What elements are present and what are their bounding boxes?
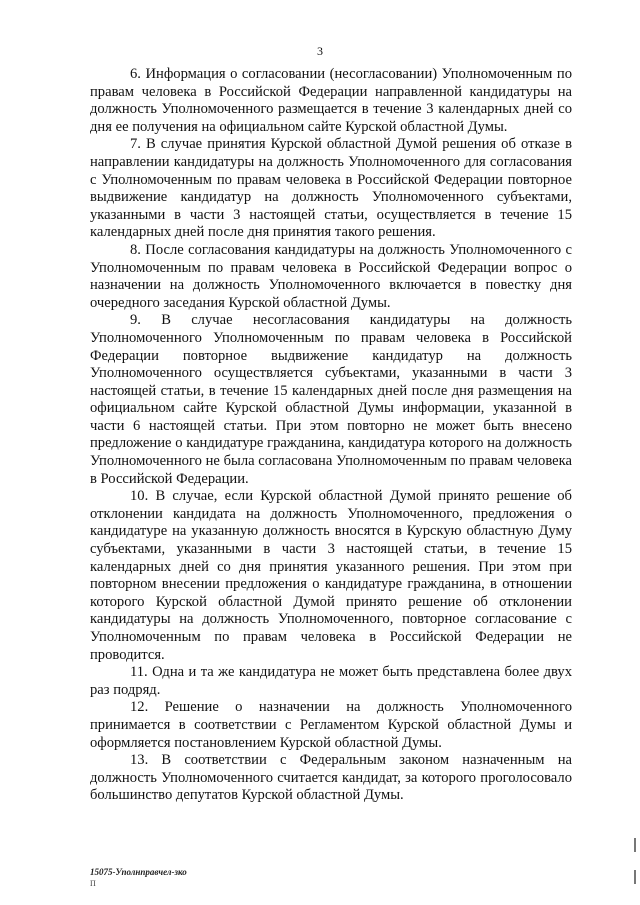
paragraph-9: 9. В случае несогласования кандидатуры на должность Уполномоченного Уполномоченным по правам человека в Российской Федерации повторное выдвижение кандидатур на должность Уполномоченного осуществляется субъектами, указанными в части 3 настоящей статьи, в течение 15 календарных дней после дня размещения на официальном сайте Курской областной Думы информации, указанной в части 6 настоящей статьи. При этом повторно не может быть внесено предложение о кандидатуре гражданина, кандидатура которого на должность Уполномоченного не была согласована Уполномоченным по правам человека в Российской Федерации. [90,312,572,487]
page-number: 3 [317,44,323,58]
paragraph-10: 10. В случае, если Курской областной Думой принято решение об отклонении кандидата на должность Уполномоченного, предложения о кандидатуре на указанную должность вносятся в Курскую областную Думу субъектами, указанными в части 3 настоящей статьи, в течение 15 календарных дней со дня принятия указанного решения. При этом при повторном внесении предложения о кандидатуре гражданина, в отношении которого Курской областной Думой принято решение об отклонении кандидатуры на должность Уполномоченного, повторное согласование с Уполномоченным по правам человека в Российской Федерации не проводится. [90,488,572,663]
paragraph-7: 7. В случае принятия Курской областной Думой решения об отказе в направлении кандидатуры на должность Уполномоченного для согласования с Уполномоченным по правам человека в Российской Федерации повторное выдвижение кандидатур на должность Уполномоченного субъектами, указанными в части 3 настоящей статьи, осуществляется в течение 15 календарных дней после дня принятия такого решения. [90,136,572,241]
document-body [90,66,572,805]
paragraph-6: 6. Информация о согласовании (несогласовании) Уполномоченным по правам человека в Российской Федерации направленной кандидатуры на должность Уполномоченного размещается в течение 3 календарных дней со дня ее получения на официальном сайте Курской областной Думы. [90,66,572,135]
paragraph-13: 13. В соответствии с Федеральным законом назначенным на должность Уполномоченного считается кандидат, за которого проголосовало большинство депутатов Курской областной Думы. [90,752,572,804]
paragraph-11: 11. Одна и та же кандидатура не может быть представлена более двух раз подряд. [90,664,572,698]
scan-edge-mark-top [634,838,636,852]
scan-edge-mark-bottom [634,870,636,884]
paragraph-8: 8. После согласования кандидатуры на должность Уполномоченного с Уполномоченным по правам человека в Российской Федерации вопрос о назначении на должность Уполномоченного включается в повестку дня очередного заседания Курской областной Думы. [90,241,572,311]
document-code: 15075-Уполнправчел-зко [90,867,187,877]
footer-mark: П [90,879,96,888]
paragraph-12: 12. Решение о назначении на должность Уполномоченного принимается в соответствии с Регламентом Курской областной Думы и оформляется постановлением Курской областной Думы. [90,699,572,751]
